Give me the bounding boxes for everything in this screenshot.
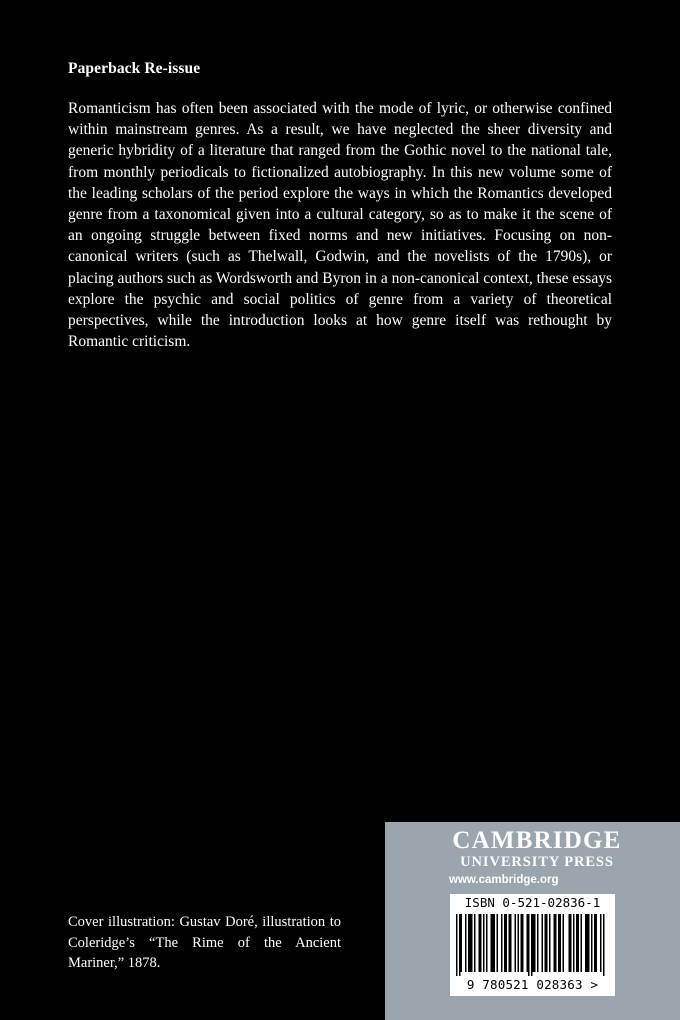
book-blurb: Romanticism has often been associated with the mode of lyric, or otherwise confined within mainstream genres. As a result, we have neglected the sheer diversity and generic hybridity of a literature that ranged from the Gothic novel to the national tale, from monthly periodicals to fictionalized autobiography. In this new volume some of the leading scholars of the period explore the ways in which the Romantics developed genre from a taxonomical given into a cultural category, so as to make it the scene of an ongoing struggle between fixed norms and new initiatives. Focusing on non-canonical writers (such as Thelwall, Godwin, and the novelists of the 1790s), or placing authors such as Wordsworth and Byron in a non-canonical context, these essays explore the psychic and social politics of genre from a variety of theoretical perspectives, while the introduction looks at how genre itself was rethought by Romantic criticism. (68, 100, 612, 351)
publisher-panel (385, 822, 680, 1020)
isbn-label: ISBN 0-521-02836-1 (464, 895, 601, 910)
barcode-icon (456, 914, 609, 976)
section-heading: Paperback Re-issue (68, 60, 201, 77)
publisher-subtitle: UNIVERSITY PRESS (460, 854, 614, 870)
publisher-website: www.cambridge.org (449, 874, 559, 886)
barcode-digits: 9 780521 028363 > (466, 977, 599, 992)
cover-credit: Cover illustration: Gustav Doré, illustration to Coleridge’s “The Rime of the Ancient Mariner,” 1878. (68, 914, 341, 971)
isbn-barcode-box (450, 894, 615, 996)
publisher-name: CAMBRIDGE (452, 827, 622, 854)
